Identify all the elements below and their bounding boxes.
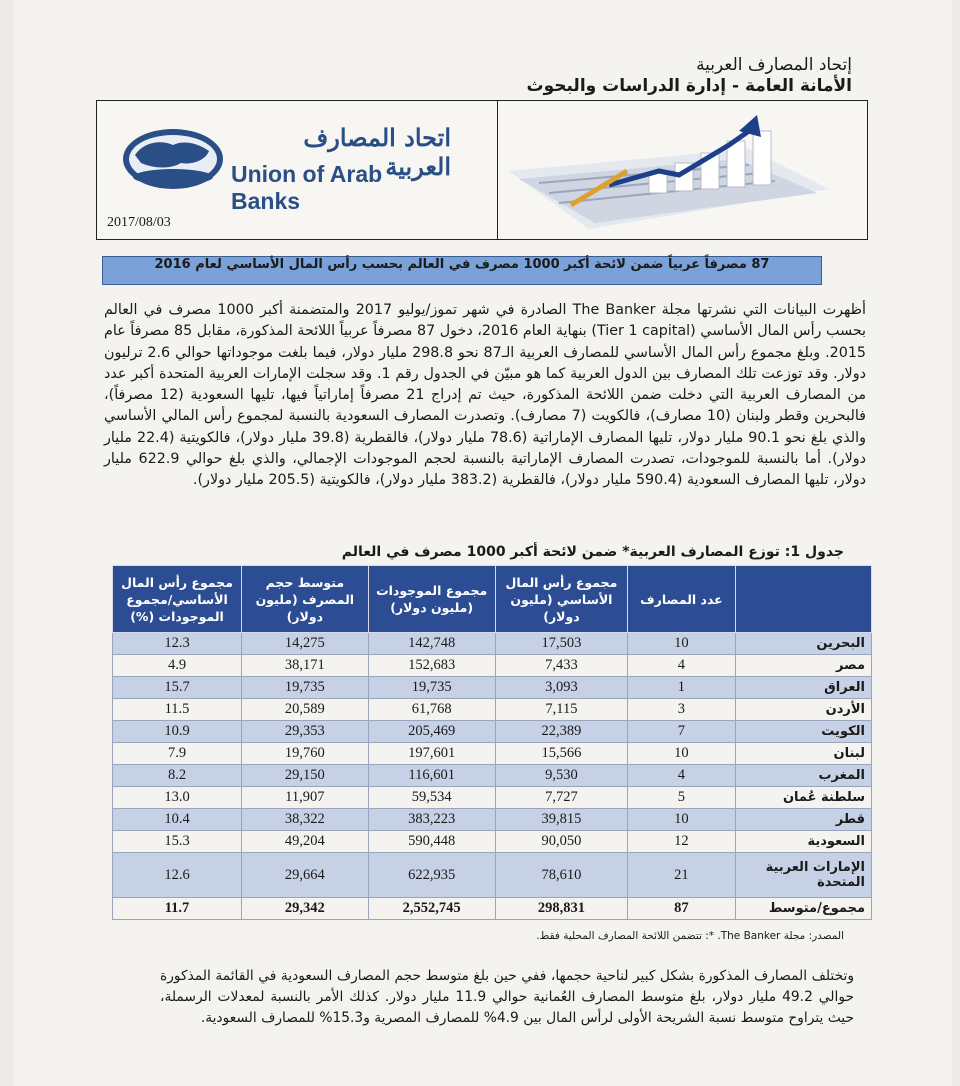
cell-assets: 590,448 [368, 831, 495, 853]
cell-avg: 19,735 [242, 677, 369, 699]
cell-ratio: 15.3 [113, 831, 242, 853]
uab-logo [121, 121, 451, 214]
rising-bars-icon [499, 101, 867, 239]
cell-count: 10 [628, 633, 735, 655]
cell-assets: 116,601 [368, 765, 495, 787]
intro-paragraph: أظهرت البيانات التي نشرتها مجلة The Banker الصادرة في شهر تموز/يوليو 2017 والمتضمنة أكبر 1000 مصرف في العالم بحسب رأس المال الأساسي (Tier 1 capital) بنهاية العام 2016، دخول 87 مصرفاً عربياً اللائحة المذكورة، مقابل 85 مصرفاً عام 2015. وبلغ مجموع رأس المال الأساسي للمصارف العربية الـ87 نحو 298.8 مليار دولار، فيما بلغت موجوداتها حوالي 2.6 ترليون دولار. وقد توزعت تلك المصارف بين الدول العربية كما هو مبيّن في الجدول رقم 1. وقد سجلت الإمارات العربية المتحدة أكبر عدد من المصارف العربية التي دخلت ضمن اللائحة المذكورة، حيث تم إدراج 21 مصرفاً إماراتياً فيها، تليها السعودية (12 مصرفاً)، فالبحرين وقطر ولبنان (10 مصارف)، فالكويت (7 مصارف). وتصدرت المصارف السعودية بالنسبة لمجموع رأس المالي الأساسي والذي بلغ نحو 90.1 مليار دولار، تليها المصارف الإماراتية (78.6 مليار دولار)، فالقطرية (39.8 مليار دولار)، فالكويتية (22.4 مليار دولار). أما بالنسبة للموجودات، تصدرت المصارف الإماراتية بالنسبة لحجم الموجودات الإجمالي، والذي بلغ حوالي 622.9 مليار دولار، تليها المصارف السعودية (590.4 مليار دولار)، فالقطرية (383.2 مليار دولار)، فالكويتية (205.5 مليار دولار). [104, 302, 867, 489]
cell-country: العراق [735, 677, 871, 699]
cell-avg: 38,171 [242, 655, 369, 677]
cell-country: الإمارات العربية المتحدة [735, 853, 871, 898]
cell-avg: 29,353 [242, 721, 369, 743]
cell-avg: 19,760 [242, 743, 369, 765]
cell-tier1: 22,389 [495, 721, 628, 743]
cell-count: 4 [628, 655, 735, 677]
cell-avg: 29,664 [242, 853, 369, 898]
total-assets: 2,552,745 [368, 898, 495, 920]
header-avg: متوسط حجم المصرف (مليون دولار) [242, 566, 369, 633]
cell-assets: 19,735 [368, 677, 495, 699]
cell-avg: 38,322 [242, 809, 369, 831]
cell-ratio: 10.4 [113, 809, 242, 831]
table-row [113, 743, 872, 765]
cell-country: لبنان [735, 743, 871, 765]
cell-avg: 29,150 [242, 765, 369, 787]
cell-tier1: 39,815 [495, 809, 628, 831]
cell-assets: 152,683 [368, 655, 495, 677]
cell-assets: 622,935 [368, 853, 495, 898]
header-band [96, 100, 868, 240]
table-row [113, 831, 872, 853]
cell-tier1: 7,433 [495, 655, 628, 677]
arab-banks-table [112, 565, 872, 920]
cell-assets: 59,534 [368, 787, 495, 809]
cell-count: 7 [628, 721, 735, 743]
cell-ratio: 13.0 [113, 787, 242, 809]
cell-count: 12 [628, 831, 735, 853]
cell-country: قطر [735, 809, 871, 831]
article-title: 87 مصرفاً عربياً ضمن لائحة أكبر 1000 مصرف في العالم بحسب رأس المال الأساسي لعام 2016 [102, 256, 822, 285]
cell-country: الكويت [735, 721, 871, 743]
cell-country: سلطنة عُمان [735, 787, 871, 809]
cell-country: مصر [735, 655, 871, 677]
logo-english-text: Union of Arab Banks [231, 161, 383, 214]
header-ratio: مجموع رأس المال الأساسي/مجموع الموجودات (%) [113, 566, 242, 633]
table-row [113, 721, 872, 743]
header-tier1: مجموع رأس المال الأساسي (مليون دولار) [495, 566, 628, 633]
total-tier1: 298,831 [495, 898, 628, 920]
cell-tier1: 7,115 [495, 699, 628, 721]
table-total-row [113, 898, 872, 920]
org-name: إتحاد المصارف العربية [696, 55, 852, 75]
cell-ratio: 15.7 [113, 677, 242, 699]
cell-country: البحرين [735, 633, 871, 655]
closing-paragraph: وتختلف المصارف المذكورة بشكل كبير لناحية حجمها، ففي حين بلغ متوسط حجم المصارف السعودية في القائمة المذكورة حوالي 49.2 مليار دولار، بلغ متوسط المصارف العُمانية حوالي 11.9 مليار دولار. كذلك الأمر بالنسبة لمعدلات الرسملة، حيث يتراوح متوسط نسبة الشريحة الأولى لرأس المال بين 4.9% للمصارف المصرية و15.3% للمصارف السعودية. [160, 968, 854, 1026]
cell-avg: 20,589 [242, 699, 369, 721]
cell-ratio: 4.9 [113, 655, 242, 677]
document-page [14, 0, 952, 1086]
header-assets: مجموع الموجودات (مليون دولار) [368, 566, 495, 633]
cell-assets: 142,748 [368, 633, 495, 655]
cell-avg: 49,204 [242, 831, 369, 853]
cell-country: الأردن [735, 699, 871, 721]
cell-count: 10 [628, 809, 735, 831]
header-count: عدد المصارف [628, 566, 735, 633]
total-country: مجموع/متوسط [735, 898, 871, 920]
arab-world-map-logo-icon [121, 121, 226, 193]
cell-tier1: 3,093 [495, 677, 628, 699]
cell-ratio: 7.9 [113, 743, 242, 765]
cell-ratio: 8.2 [113, 765, 242, 787]
cell-assets: 61,768 [368, 699, 495, 721]
cell-ratio: 10.9 [113, 721, 242, 743]
cell-count: 3 [628, 699, 735, 721]
header-country [735, 566, 871, 633]
cell-count: 10 [628, 743, 735, 765]
table-row [113, 809, 872, 831]
cell-country: المغرب [735, 765, 871, 787]
cell-ratio: 12.6 [113, 853, 242, 898]
logo-arabic-text: اتحاد المصارف العربية [303, 123, 451, 181]
cell-tier1: 17,503 [495, 633, 628, 655]
growth-chart-illustration [499, 101, 867, 239]
cell-country: السعودية [735, 831, 871, 853]
cell-ratio: 11.5 [113, 699, 242, 721]
cell-avg: 11,907 [242, 787, 369, 809]
table-caption: جدول 1: توزع المصارف العربية* ضمن لائحة أكبر 1000 مصرف في العالم [341, 544, 844, 560]
total-avg: 29,342 [242, 898, 369, 920]
table-row [113, 699, 872, 721]
department-name: الأمانة العامة - إدارة الدراسات والبحوث [526, 76, 852, 96]
cell-ratio: 12.3 [113, 633, 242, 655]
cell-assets: 205,469 [368, 721, 495, 743]
table-row [113, 677, 872, 699]
total-count: 87 [628, 898, 735, 920]
cell-tier1: 7,727 [495, 787, 628, 809]
cell-tier1: 15,566 [495, 743, 628, 765]
cell-assets: 197,601 [368, 743, 495, 765]
table-row [113, 787, 872, 809]
cell-tier1: 78,610 [495, 853, 628, 898]
table-row [113, 633, 872, 655]
cell-count: 1 [628, 677, 735, 699]
total-ratio: 11.7 [113, 898, 242, 920]
cell-tier1: 9,530 [495, 765, 628, 787]
cell-count: 5 [628, 787, 735, 809]
table-row [113, 765, 872, 787]
cell-count: 4 [628, 765, 735, 787]
table-header-row [113, 566, 872, 633]
table-row [113, 655, 872, 677]
cell-count: 21 [628, 853, 735, 898]
table-source-note: المصدر: مجلة The Banker. *: تتضمن اللائحة المصارف المحلية فقط. [536, 930, 844, 942]
org-header [527, 55, 853, 96]
cell-avg: 14,275 [242, 633, 369, 655]
cell-assets: 383,223 [368, 809, 495, 831]
band-divider [497, 101, 498, 239]
table-row [113, 853, 872, 898]
document-date: 2017/08/03 [107, 215, 171, 230]
cell-tier1: 90,050 [495, 831, 628, 853]
